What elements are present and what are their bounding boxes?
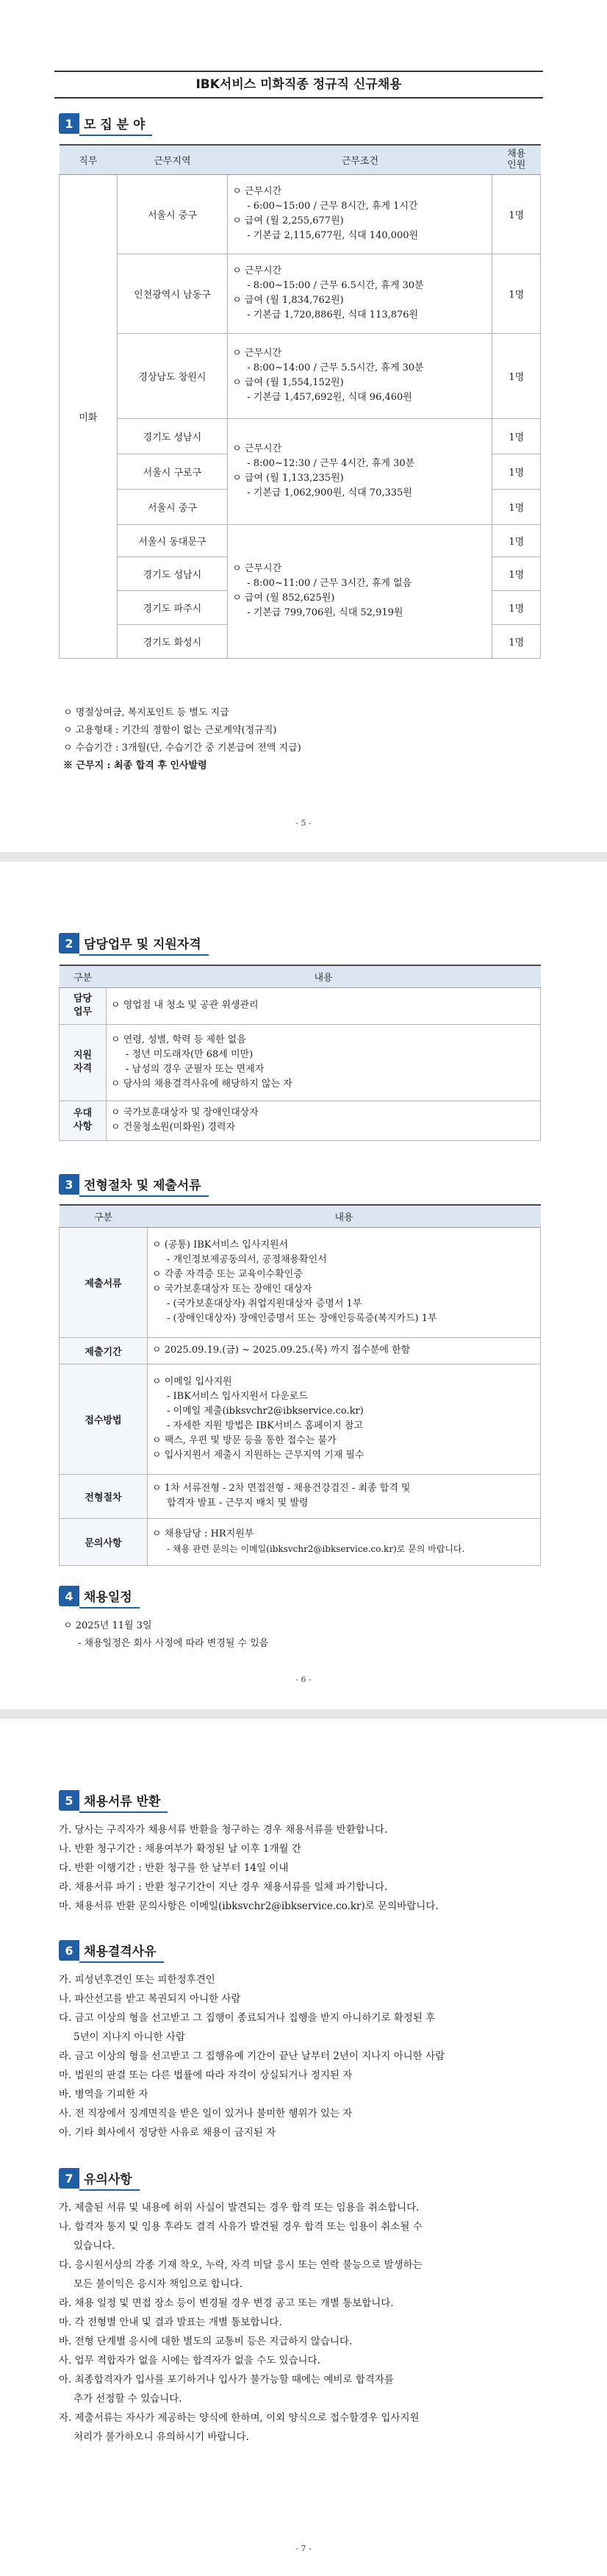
section-2-heading <box>59 932 209 954</box>
region-cell: 경기도 파주시 <box>117 590 228 624</box>
row-label: 접수방법 <box>60 1364 148 1474</box>
region-cell: 서울시 중구 <box>117 174 228 254</box>
condition-cell <box>228 174 492 254</box>
section-title: 채용결격사유 <box>79 1939 164 1963</box>
document-page-6 <box>0 862 607 1709</box>
content-line: ㅇ 2025.09.19.(금) ~ 2025.09.25.(목) 까지 접수분에 한함 <box>152 1345 411 1356</box>
document-page-7 <box>0 1719 607 2576</box>
column-header: 근무조건 <box>228 145 492 174</box>
count-cell: 1명 <box>492 418 541 454</box>
schedule-list <box>63 1617 268 1653</box>
count-cell: 1명 <box>492 489 541 524</box>
region-cell: 인천광역시 남동구 <box>117 254 228 333</box>
row-content <box>148 1518 541 1565</box>
section-title: 모 집 분 야 <box>79 112 152 136</box>
table-header-row <box>60 145 541 174</box>
condition-cell <box>228 254 492 333</box>
list-item: 마. 채용서류 반환 문의사항은 이메일(ibksvchr2@ibkservice.co.kr)로 문의바랍니다. <box>59 1900 439 1912</box>
list-item: 다. 금고 이상의 형을 선고받고 그 집행이 종료되거나 집행을 받지 아니하기로 확정된 후 <box>59 2012 436 2024</box>
schedule-item: - 채용일정은 회사 사정에 따라 변경될 수 있음 <box>78 1638 269 1649</box>
duty-table <box>59 965 541 1141</box>
region-cell: 경상남도 창원시 <box>117 333 228 418</box>
page-number: - 7 - <box>295 2544 312 2553</box>
column-header: 구분 <box>60 1205 148 1227</box>
content-line: ㅇ 건물청소원(미화원) 경력자 <box>111 1122 236 1133</box>
table-header-row <box>60 965 541 987</box>
condition-line: - 기본급 1,457,692원, 식대 96,460원 <box>247 392 412 403</box>
list-item: 사. 전 직장에서 징계면직을 받은 일이 있거나 불미한 행위가 있는 자 <box>59 2108 353 2119</box>
section-3-heading <box>59 1173 209 1195</box>
row-content <box>148 1474 541 1518</box>
procedure-table <box>59 1204 541 1566</box>
table-row <box>60 1101 541 1140</box>
condition-cell <box>228 524 492 658</box>
list-item: 아. 최종합격자가 입사를 포기하거나 입사가 불가능할 때에는 예비로 합격자를 <box>59 2374 394 2386</box>
list-item: 가. 피성년후견인 또는 피한정후견인 <box>59 1974 215 1986</box>
table-header-row <box>60 1205 541 1227</box>
list-item: 5년이 지나지 아니한 사람 <box>73 2031 185 2043</box>
condition-cell <box>228 418 492 524</box>
section-number: 5 <box>59 1790 79 1811</box>
region-cell: 경기도 성남시 <box>117 418 228 454</box>
section-title: 채용서류 반환 <box>79 1789 168 1813</box>
count-cell: 1명 <box>492 524 541 557</box>
table-row <box>60 1364 541 1474</box>
region-cell: 경기도 화성시 <box>117 624 228 658</box>
row-content <box>107 1024 541 1101</box>
table-row <box>60 987 541 1024</box>
content-line: ㅇ 당사의 채용결격사유에 해당하지 않는 자 <box>111 1078 292 1090</box>
table-row <box>60 1474 541 1518</box>
content-line: ㅇ (공통) IBK서비스 입사지원서 <box>152 1239 289 1251</box>
content-line: ㅇ 채용담당 : HR지원부 <box>152 1528 254 1539</box>
note-item: ㅇ 수습기간 : 3개월(단, 수습기간 중 기본급여 전액 지급) <box>63 743 301 754</box>
list-item: 아. 기타 회사에서 정당한 사유로 채용이 금지된 자 <box>59 2127 276 2139</box>
count-cell: 1명 <box>492 333 541 418</box>
list-item: 라. 금고 이상의 형을 선고받고 그 집행유예 기간이 끝난 날부터 2년이 지나지 아니한 사람 <box>59 2050 445 2062</box>
caution-list <box>59 2198 423 2447</box>
content-line: ㅇ 입사지원서 제출시 지원하는 근무지역 기재 필수 <box>152 1450 364 1461</box>
content-line: ㅇ 연령, 성별, 학력 등 제한 없음 <box>111 1034 246 1045</box>
note-item: ㅇ 고용형태 : 기간의 정함이 없는 근로계약(정규직) <box>63 725 277 736</box>
list-item: 바. 병역을 기피한 자 <box>59 2089 148 2100</box>
row-label: 문의사항 <box>60 1518 148 1565</box>
condition-line: - 8:00~15:00 / 근무 6.5시간, 휴게 30분 <box>247 280 424 291</box>
row-content <box>148 1227 541 1337</box>
region-cell: 서울시 구로구 <box>117 454 228 489</box>
list-item: 다. 응시원서상의 각종 기재 착오, 누락, 자격 미달 응시 또는 연락 불능으로 발생하는 <box>59 2259 423 2271</box>
section-7-heading <box>59 2167 140 2189</box>
condition-line: ㅇ 급여 (월 1,133,235원) <box>232 473 344 484</box>
condition-line: ㅇ 근무시간 <box>232 348 282 359</box>
row-label: 제출기간 <box>60 1337 148 1364</box>
job-cell: 미화 <box>60 174 118 658</box>
condition-line: ㅇ 급여 (월 2,255,677원) <box>232 215 344 226</box>
condition-line: ㅇ 급여 (월 1,834,762원) <box>232 295 344 306</box>
list-item: 마. 법원의 판결 또는 다른 법률에 따라 자격이 상실되거나 정지된 자 <box>59 2069 353 2081</box>
list-item: 나. 파산선고를 받고 복권되지 아니한 사람 <box>59 1993 241 2005</box>
section-6-heading <box>59 1939 164 1961</box>
section-number: 6 <box>59 1940 79 1961</box>
row-label: 지원 자격 <box>60 1024 107 1101</box>
page-number: - 5 - <box>295 818 312 828</box>
content-line: ㅇ 국가보훈대상자 또는 장애인 대상자 <box>152 1284 312 1295</box>
list-item: 마. 각 전형별 안내 및 결과 발표는 개별 통보합니다. <box>59 2316 282 2328</box>
count-cell: 1명 <box>492 454 541 489</box>
table-row <box>60 524 541 557</box>
table-row <box>60 1024 541 1101</box>
list-item: 나. 반환 청구기간 : 채용여부가 확정된 날 이후 1개월 간 <box>59 1843 301 1855</box>
row-label: 우대 사항 <box>60 1101 107 1140</box>
condition-line: - 기본급 1,720,886원, 식대 113,876원 <box>247 310 419 321</box>
condition-line: ㅇ 근무시간 <box>232 563 282 574</box>
region-cell: 서울시 동대문구 <box>117 524 228 557</box>
region-cell: 경기도 성남시 <box>117 557 228 590</box>
table-row <box>60 1518 541 1565</box>
table-row <box>60 1337 541 1364</box>
row-content <box>107 1101 541 1140</box>
table-row <box>60 333 541 418</box>
table-row <box>60 418 541 454</box>
list-item: 모든 불이익은 응시자 책임으로 합니다. <box>73 2278 243 2290</box>
content-line: 합격자 발표 - 근무지 배치 및 발령 <box>167 1498 309 1509</box>
content-line: - 정년 미도래자(만 68세 미만) <box>126 1049 254 1060</box>
count-cell: 1명 <box>492 624 541 658</box>
section-number: 3 <box>59 1174 79 1195</box>
column-header: 채용 인원 <box>492 145 541 174</box>
content-line: - 자세한 지원 방법은 IBK서비스 홈페이지 참고 <box>167 1420 364 1431</box>
content-line: - 이메일 제출(ibksvchr2@ibkservice.co.kr) <box>167 1406 364 1417</box>
document-page-5 <box>0 0 607 852</box>
column-header: 내용 <box>148 1205 541 1227</box>
list-item: 있습니다. <box>73 2240 115 2252</box>
content-line: ㅇ 1차 서류전형 - 2차 면접전형 - 채용건강검진 - 최종 합격 및 <box>152 1483 411 1494</box>
section-title: 유의사항 <box>79 2167 140 2191</box>
content-line: ㅇ 국가보훈대상자 및 장애인대상자 <box>111 1107 259 1118</box>
condition-line: - 8:00~14:00 / 근무 5.5시간, 휴게 30분 <box>247 362 424 373</box>
recruitment-table <box>59 144 541 659</box>
column-header: 구분 <box>60 965 107 987</box>
row-content <box>148 1337 541 1364</box>
condition-cell <box>228 333 492 418</box>
section-number: 2 <box>59 933 79 954</box>
section-number: 4 <box>59 1586 79 1606</box>
column-header: 내용 <box>107 965 541 987</box>
list-item: 자. 제출서류는 자사가 제공하는 양식에 한하며, 이외 양식으로 접수할경우 입사지원 <box>59 2412 420 2424</box>
count-cell: 1명 <box>492 557 541 590</box>
note-item: ㅇ 명절상여금, 복지포인트 등 별도 지급 <box>63 707 229 718</box>
list-item: 가. 당사는 구직자가 채용서류 반환을 청구하는 경우 채용서류를 반환합니다. <box>59 1824 388 1836</box>
list-item: 추가 선정할 수 있습니다. <box>73 2393 182 2405</box>
table-row <box>60 1227 541 1337</box>
section-number: 7 <box>59 2168 79 2189</box>
content-line: - (국가보훈대상자) 취업지원대상자 증명서 1부 <box>167 1298 362 1309</box>
row-label: 제출서류 <box>60 1227 148 1337</box>
document-title: IBK서비스 미화직종 정규직 신규채용 <box>54 71 543 99</box>
condition-line: ㅇ 근무시간 <box>232 186 282 197</box>
condition-line: - 기본급 799,706원, 식대 52,919원 <box>247 607 403 618</box>
content-line: - 개인정보제공동의서, 공정채용확인서 <box>167 1254 327 1265</box>
row-content <box>148 1364 541 1474</box>
condition-line: - 기본급 1,062,900원, 식대 70,335원 <box>247 487 412 498</box>
content-line: ㅇ 팩스, 우편 및 방문 등을 통한 접수는 불가 <box>152 1435 337 1446</box>
section-4-heading <box>59 1585 140 1607</box>
list-item: 라. 채용서류 파기 : 반환 청구기간이 지난 경우 채용서류를 일체 파기합니다. <box>59 1881 388 1893</box>
disqualification-list <box>59 1970 445 2142</box>
row-label: 담당 업무 <box>60 987 107 1024</box>
list-item: 처리가 불가하오니 유의하시기 바랍니다. <box>73 2431 249 2443</box>
content-line: - (장애인대상자) 장애인증명서 또는 장애인등록증(복지카드) 1부 <box>167 1313 437 1324</box>
notes-list <box>63 704 301 775</box>
count-cell: 1명 <box>492 590 541 624</box>
condition-line: ㅇ 근무시간 <box>232 443 282 454</box>
condition-line: - 8:00~12:30 / 근무 4시간, 휴게 30분 <box>247 458 415 469</box>
condition-line: ㅇ 근무시간 <box>232 265 282 276</box>
condition-line: ㅇ 급여 (월 1,554,152원) <box>232 377 344 388</box>
content-line: ㅇ 이메일 입사지원 <box>152 1376 232 1387</box>
row-content <box>107 987 541 1024</box>
page-number: - 6 - <box>295 1675 312 1684</box>
table-row <box>60 174 541 254</box>
section-title: 담당업무 및 지원자격 <box>79 931 209 956</box>
list-item: 가. 제출된 서류 및 내용에 허위 사실이 발견되는 경우 합격 또는 임용을 취소합니다. <box>59 2202 420 2214</box>
column-header: 근무지역 <box>117 145 228 174</box>
section-number: 1 <box>59 113 79 134</box>
column-header: 직무 <box>60 145 118 174</box>
content-line: ㅇ 각종 자격증 또는 교육이수확인증 <box>152 1269 303 1280</box>
note-item: ※ 근무지 : 최종 합격 후 인사발령 <box>63 760 207 771</box>
schedule-item: ㅇ 2025년 11월 3일 <box>63 1620 152 1631</box>
condition-line: ㅇ 급여 (월 852,625원) <box>232 593 335 604</box>
condition-line: - 기본급 2,115,677원, 식대 140,000원 <box>247 230 419 241</box>
condition-line: - 8:00~11:00 / 근무 3시간, 휴게 없음 <box>247 578 412 589</box>
count-cell: 1명 <box>492 254 541 333</box>
section-5-heading <box>59 1789 168 1811</box>
row-label: 전형절차 <box>60 1474 148 1518</box>
content-line: - 채용 관련 문의는 이메일(ibksvchr2@ibkservice.co.kr)로 문의 바랍니다. <box>167 1544 465 1554</box>
list-item: 바. 전형 단계별 응시에 대한 별도의 교통비 등은 지급하지 않습니다. <box>59 2336 353 2347</box>
content-line: - 남성의 경우 군필자 또는 면제자 <box>126 1064 265 1075</box>
count-cell: 1명 <box>492 174 541 254</box>
list-item: 라. 채용 일정 및 면접 장소 등이 변경될 경우 변경 공고 또는 개별 통보합니다. <box>59 2297 394 2309</box>
section-title: 채용일정 <box>79 1584 140 1609</box>
section-1-heading <box>59 112 152 135</box>
list-item: 다. 반환 이행기간 : 반환 청구를 한 날부터 14일 이내 <box>59 1862 289 1874</box>
list-item: 사. 업무 적합자가 없을 시에는 합격자가 없을 수도 있습니다. <box>59 2355 320 2366</box>
condition-line: - 6:00~15:00 / 근무 8시간, 휴게 1시간 <box>247 201 418 212</box>
return-list <box>59 1820 439 1916</box>
content-line: - IBK서비스 입사지원서 다운로드 <box>167 1391 308 1402</box>
section-title: 전형절차 및 제출서류 <box>79 1173 209 1197</box>
region-cell: 서울시 중구 <box>117 489 228 524</box>
content-line: ㅇ 영업점 내 청소 및 공관 위생관리 <box>111 1000 259 1011</box>
table-row <box>60 254 541 333</box>
list-item: 나. 합격자 통지 및 임용 후라도 결격 사유가 발견될 경우 합격 또는 임용이 취소될 수 <box>59 2221 423 2233</box>
